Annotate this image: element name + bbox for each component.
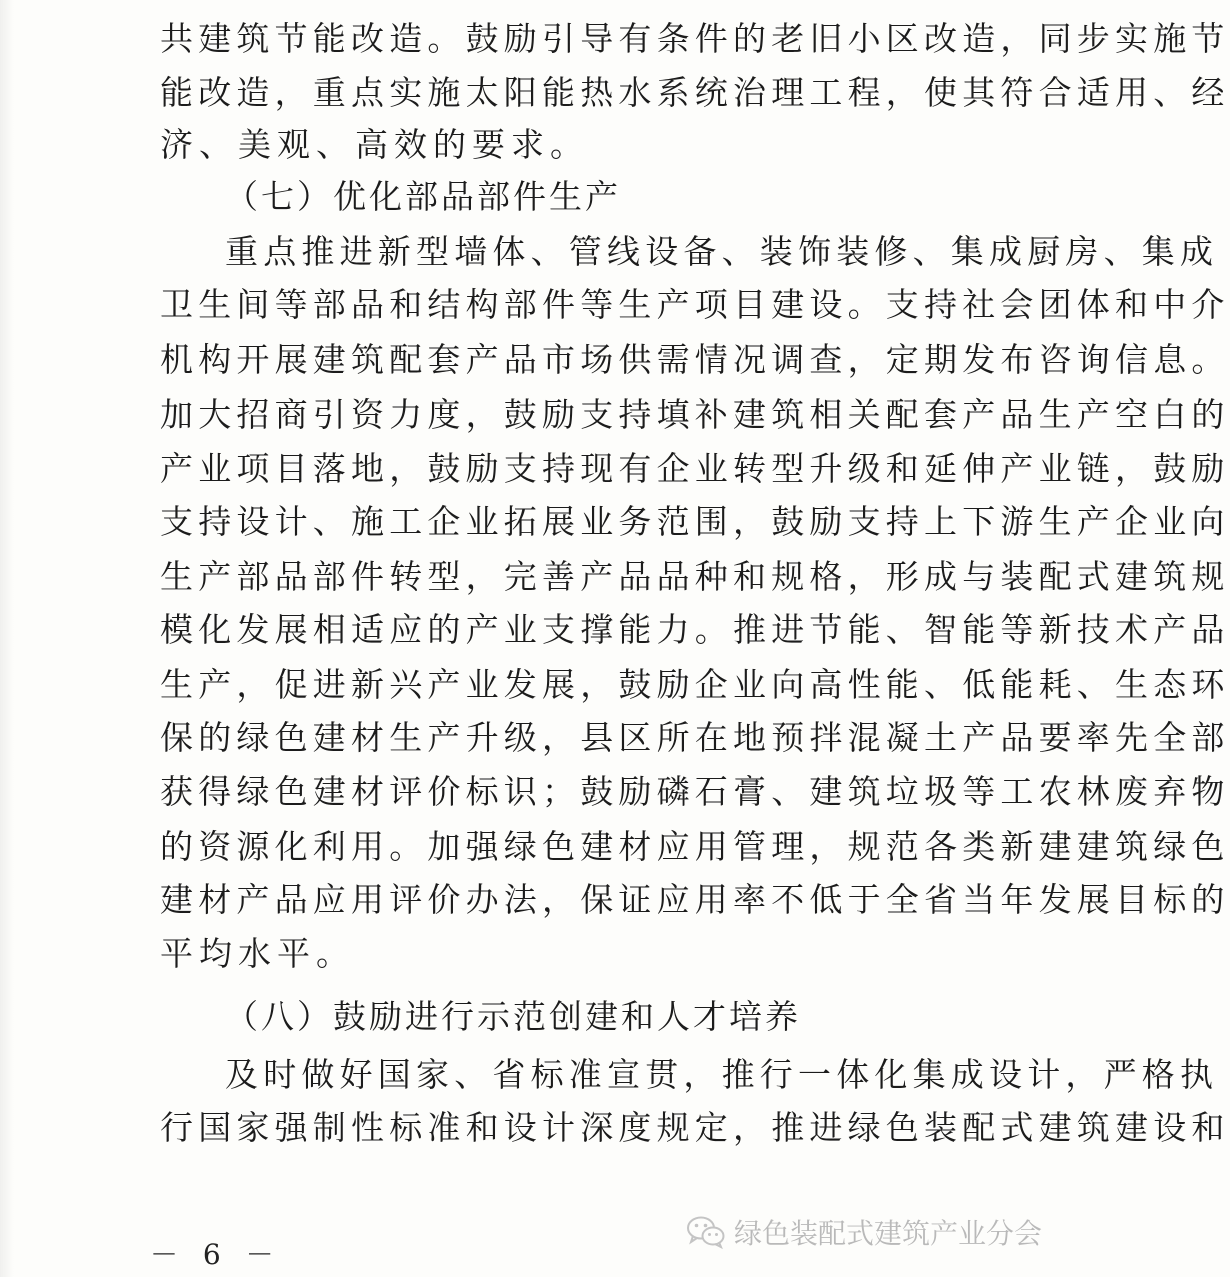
body-line: 机构开展建筑配套产品市场供需情况调查，定期发布咨询信息。 (160, 340, 1230, 379)
body-line: 平均水平。 (160, 934, 355, 973)
body-line: 及时做好国家、省标准宣贯，推行一体化集成设计，严格执 (225, 1055, 1219, 1094)
body-line: 卫生间等部品和结构部件等生产项目建设。支持社会团体和中介 (160, 285, 1230, 324)
body-line: 的资源化利用。加强绿色建材应用管理，规范各类新建建筑绿色 (160, 827, 1230, 866)
wechat-watermark (686, 1212, 1042, 1252)
body-line: 产业项目落地，鼓励支持现有企业转型升级和延伸产业链，鼓励 (160, 449, 1230, 488)
watermark-text: 绿色装配式建筑产业分会 (733, 1217, 1042, 1250)
section-heading-7: （七）优化部品部件生产 (225, 177, 621, 216)
body-line: 行国家强制性标准和设计深度规定，推进绿色装配式建筑建设和 (160, 1108, 1230, 1147)
body-line: 生产，促进新兴产业发展，鼓励企业向高性能、低能耗、生态环 (160, 665, 1230, 704)
body-line: 加大招商引资力度，鼓励支持填补建筑相关配套产品生产空白的 (160, 395, 1230, 434)
section-heading-8: （八）鼓励进行示范创建和人才培养 (225, 997, 801, 1036)
scan-edge-shadow (0, 0, 14, 1277)
body-line: 济、美观、高效的要求。 (160, 125, 589, 164)
body-line: 重点推进新型墙体、管线设备、装饰装修、集成厨房、集成 (225, 232, 1219, 271)
body-line: 支持设计、施工企业拓展业务范围，鼓励支持上下游生产企业向 (160, 502, 1230, 541)
body-line: 模化发展相适应的产业支撑能力。推进节能、智能等新技术产品 (160, 610, 1230, 649)
body-line: 能改造，重点实施太阳能热水系统治理工程，使其符合适用、经 (160, 73, 1230, 112)
body-line: 建材产品应用评价办法，保证应用率不低于全省当年发展目标的 (160, 880, 1230, 919)
wechat-icon (686, 1215, 726, 1249)
body-line: 共建筑节能改造。鼓励引导有条件的老旧小区改造，同步实施节 (160, 19, 1230, 58)
page-number: － 6 － (150, 1238, 282, 1271)
body-line: 保的绿色建材生产升级，县区所在地预拌混凝土产品要率先全部 (160, 718, 1230, 757)
body-line: 获得绿色建材评价标识；鼓励磷石膏、建筑垃圾等工农林废弃物 (160, 772, 1230, 811)
body-line: 生产部品部件转型，完善产品品种和规格，形成与装配式建筑规 (160, 557, 1230, 596)
